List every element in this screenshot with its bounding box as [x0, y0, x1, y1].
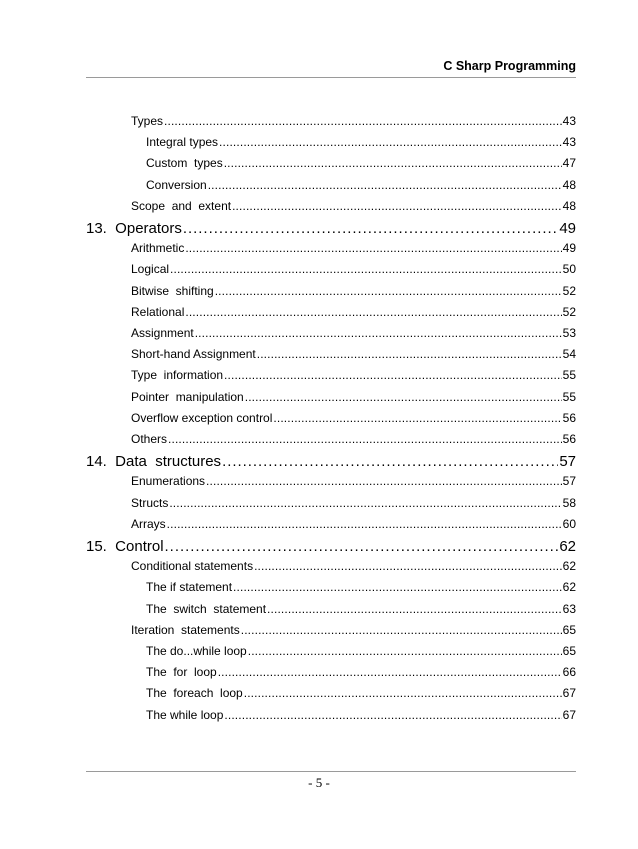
toc-section-entry[interactable]: [146, 708, 576, 722]
toc-leader-dots: [168, 432, 562, 446]
toc-entry-page: 49: [562, 241, 576, 256]
toc-entry-label: The switch statement: [146, 601, 267, 616]
toc-leader-dots: [185, 305, 561, 319]
toc-chapter-entry[interactable]: [86, 220, 576, 237]
toc-entry-label: The if statement: [146, 580, 233, 595]
toc-section-entry[interactable]: [131, 368, 576, 382]
toc-section-entry[interactable]: [146, 665, 576, 679]
toc-leader-dots: [164, 114, 562, 128]
toc-leader-dots: [267, 602, 562, 616]
page-number: - 5 -: [308, 775, 330, 790]
toc-leader-dots: [219, 135, 562, 149]
toc-entry-page: 56: [562, 432, 576, 446]
toc-section-entry[interactable]: [131, 474, 576, 488]
toc-entry-label: The for loop: [146, 665, 217, 680]
toc-section-entry[interactable]: [146, 686, 576, 700]
toc-entry-page: 50: [562, 262, 576, 277]
toc-entry-label: The do...while loop: [146, 644, 247, 658]
toc-entry-page: 57: [562, 474, 576, 489]
toc-leader-dots: [169, 496, 561, 510]
toc-entry-label: Arrays: [131, 516, 166, 531]
toc-section-entry[interactable]: [131, 199, 576, 213]
toc-section-entry[interactable]: [131, 432, 576, 446]
toc-section-entry[interactable]: [131, 284, 576, 298]
toc-entry-page: 55: [562, 389, 576, 404]
toc-entry-page: 62: [562, 559, 576, 574]
toc-leader-dots: [195, 326, 562, 340]
toc-entry-page: 66: [562, 665, 576, 680]
toc-entry-page: 54: [562, 347, 576, 362]
toc-section-entry[interactable]: [131, 305, 576, 319]
toc-leader-dots: [254, 559, 562, 573]
toc-entry-page: 67: [562, 686, 576, 701]
toc-section-entry[interactable]: [131, 326, 576, 340]
toc-leader-dots: [165, 538, 559, 555]
toc-section-entry[interactable]: [146, 135, 576, 149]
toc-section-entry[interactable]: [146, 644, 576, 658]
toc-leader-dots: [206, 474, 562, 488]
toc-section-entry[interactable]: [146, 178, 576, 192]
toc-entry-page: 60: [562, 516, 576, 531]
toc-entry-label: Conversion: [146, 177, 207, 192]
toc-leader-dots: [167, 517, 562, 531]
toc-section-entry[interactable]: [131, 241, 576, 255]
toc-entry-label: Integral types: [146, 135, 219, 150]
toc-entry-page: 43: [562, 114, 576, 128]
toc-section-entry[interactable]: [131, 496, 576, 510]
toc-entry-page: 63: [562, 601, 576, 616]
toc-entry-label: 14. Data structures: [86, 453, 222, 471]
toc-leader-dots: [222, 453, 558, 470]
toc-entry-label: 13. Operators: [86, 220, 182, 237]
toc-entry-page: 65: [562, 644, 576, 658]
toc-leader-dots: [185, 241, 561, 255]
toc-entry-page: 56: [562, 410, 576, 425]
toc-leader-dots: [224, 708, 561, 722]
toc-entry-label: Overflow exception control: [131, 410, 273, 425]
toc-leader-dots: [224, 156, 562, 170]
toc-leader-dots: [218, 665, 562, 679]
toc-entry-page: 62: [559, 538, 576, 555]
toc-entry-label: Bitwise shifting: [131, 283, 214, 298]
toc-leader-dots: [245, 390, 562, 404]
toc-section-entry[interactable]: [131, 114, 576, 128]
toc-entry-page: 55: [562, 368, 576, 383]
toc-entry-page: 52: [562, 304, 576, 319]
toc-entry-page: 52: [562, 283, 576, 298]
toc-entry-page: 57: [559, 453, 576, 471]
toc-entry-label: Logical: [131, 262, 170, 277]
header-rule: [86, 77, 576, 78]
toc-leader-dots: [215, 284, 562, 298]
toc-section-entry[interactable]: [131, 623, 576, 637]
toc-section-entry[interactable]: [131, 347, 576, 361]
running-header-title: C Sharp Programming: [443, 59, 576, 73]
toc-leader-dots: [257, 347, 562, 361]
toc-entry-page: 58: [562, 495, 576, 510]
toc-entry-label: Type information: [131, 368, 224, 383]
toc-leader-dots: [241, 623, 562, 637]
toc-entry-label: Assignment: [131, 326, 194, 340]
toc-entry-label: Arithmetic: [131, 241, 185, 256]
toc-leader-dots: [244, 686, 562, 700]
toc-section-entry[interactable]: [131, 262, 576, 276]
toc-section-entry[interactable]: [131, 517, 576, 531]
toc-leader-dots: [232, 199, 562, 213]
toc-entry-label: Others: [131, 432, 168, 446]
toc-leader-dots: [248, 644, 562, 658]
footer-rule: [86, 771, 576, 772]
toc-entry-label: Conditional statements: [131, 559, 254, 574]
toc-chapter-entry[interactable]: [86, 453, 576, 470]
toc-entry-page: 62: [562, 580, 576, 595]
toc-section-entry[interactable]: [131, 411, 576, 425]
toc-section-entry[interactable]: [131, 390, 576, 404]
toc-entry-label: Relational: [131, 304, 185, 319]
toc-section-entry[interactable]: [146, 602, 576, 616]
toc-section-entry[interactable]: [146, 156, 576, 170]
toc-entry-page: 43: [562, 135, 576, 150]
toc-entry-page: 65: [562, 622, 576, 637]
toc-leader-dots: [233, 580, 562, 594]
toc-leader-dots: [170, 262, 562, 276]
toc-entry-page: 48: [562, 198, 576, 213]
toc-entry-label: The foreach loop: [146, 686, 243, 701]
toc-entry-page: 67: [562, 707, 576, 722]
toc-entry-page: 47: [562, 156, 576, 171]
toc-entry-label: The while loop: [146, 707, 224, 722]
toc-entry-page: 48: [562, 177, 576, 192]
toc-entry-label: Structs: [131, 495, 169, 510]
toc-entry-label: 15. Control: [86, 538, 164, 555]
toc-entry-label: Iteration statements: [131, 622, 240, 637]
toc-leader-dots: [224, 368, 562, 382]
toc-entry-label: Pointer manipulation: [131, 389, 244, 404]
toc-entry-page: 49: [559, 220, 576, 237]
toc-entry-page: 53: [562, 326, 576, 340]
toc-entry-label: Short-hand Assignment: [131, 347, 256, 362]
toc-leader-dots: [183, 220, 558, 237]
toc-entry-label: Custom types: [146, 156, 223, 171]
toc-entry-label: Enumerations: [131, 474, 206, 489]
toc-leader-dots: [273, 411, 561, 425]
toc-section-entry[interactable]: [146, 580, 576, 594]
toc-entry-label: Types: [131, 114, 164, 128]
toc-entry-label: Scope and extent: [131, 198, 232, 213]
toc-section-entry[interactable]: [131, 559, 576, 573]
toc-leader-dots: [208, 178, 562, 192]
toc-chapter-entry[interactable]: [86, 538, 576, 555]
